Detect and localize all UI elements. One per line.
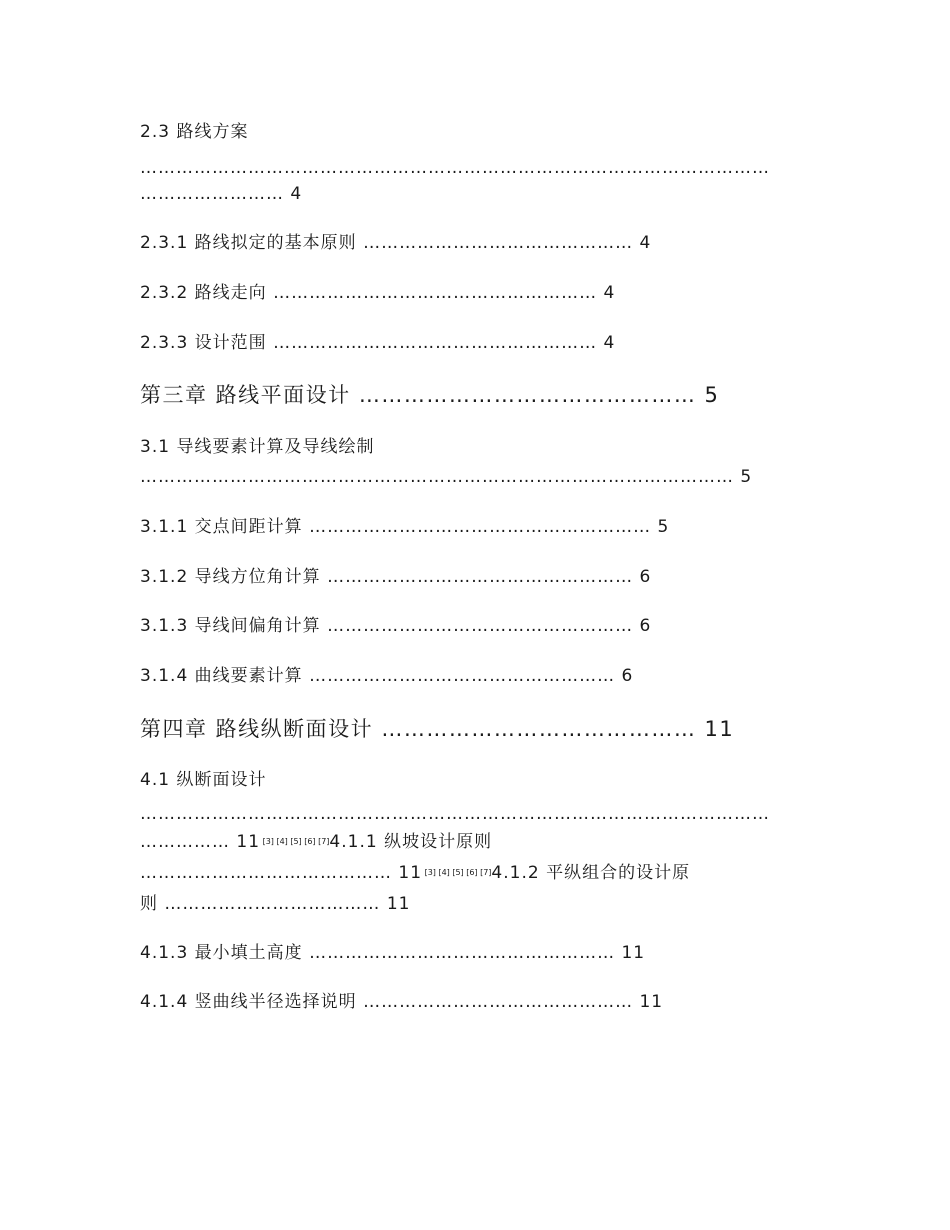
toc-entry — [140, 566, 651, 588]
toc-entry — [140, 991, 663, 1013]
toc-title: 2.3 路线方案 — [140, 122, 249, 142]
toc-entry — [140, 232, 651, 254]
toc-page-number: 11 — [398, 863, 423, 883]
toc-dots: …………………………………… — [140, 863, 399, 883]
toc-dot-leader — [140, 157, 770, 179]
toc-page-number: 6 — [639, 567, 652, 587]
toc-entry-page-line — [140, 466, 752, 488]
toc-merged-line — [140, 862, 690, 884]
toc-entry — [140, 942, 645, 964]
toc-entry-page-line — [140, 183, 302, 205]
toc-title: 2.3.3 设计范围 — [140, 333, 274, 353]
toc-page-number: 4 — [639, 233, 652, 253]
citation-refs: [3] [4] [5] [6] [7] — [260, 837, 330, 846]
toc-page-number: 11 — [621, 943, 646, 963]
toc-entry-title — [140, 436, 374, 458]
toc-title: 3.1.1 交点间距计算 — [140, 517, 310, 537]
toc-page-number: 11 — [386, 894, 411, 914]
toc-dots: ………………………………………………… — [309, 517, 658, 537]
toc-dot-leader — [140, 803, 770, 825]
toc-title: 4.1 纵断面设计 — [140, 770, 267, 790]
toc-title: 3.1 导线要素计算及导线绘制 — [140, 437, 375, 457]
toc-dots: …………… — [140, 832, 237, 852]
toc-dots: …………………………………………… — [309, 943, 622, 963]
citation-refs: [3] [4] [5] [6] [7] — [422, 868, 492, 877]
toc-title: 3.1.3 导线间偏角计算 — [140, 616, 328, 636]
toc-dots: ……………………………… — [164, 894, 387, 914]
toc-chapter-entry — [140, 716, 734, 742]
toc-page-number: 6 — [621, 666, 634, 686]
toc-dots: …………………………………………… — [327, 616, 640, 636]
toc-merged-line — [140, 831, 492, 853]
toc-dots: ……………………………………… — [363, 992, 640, 1012]
toc-title: 4.1.1 纵坡设计原则 — [329, 832, 493, 852]
toc-entry-title — [140, 769, 266, 791]
toc-page-number: 4 — [603, 333, 616, 353]
toc-page-number: 6 — [639, 616, 652, 636]
toc-entry-page-line — [140, 893, 410, 915]
toc-page-number: 5 — [740, 467, 753, 487]
toc-page-number: 4 — [290, 184, 303, 204]
toc-page-number: 11 — [704, 717, 735, 741]
toc-entry — [140, 665, 633, 687]
toc-title: 3.1.4 曲线要素计算 — [140, 666, 310, 686]
toc-page-number: 11 — [236, 832, 261, 852]
toc-title: 3.1.2 导线方位角计算 — [140, 567, 328, 587]
toc-dots: ……………………………………… — [358, 383, 705, 407]
toc-title: 4.1.4 竖曲线半径选择说明 — [140, 992, 364, 1012]
toc-dots: ……………………………………………… — [273, 333, 604, 353]
toc-title: 2.3.2 路线走向 — [140, 283, 274, 303]
toc-title: 第三章 路线平面设计 — [140, 383, 359, 407]
toc-entry-title — [140, 121, 248, 143]
toc-dots: …………………………………………………………………………………………… — [140, 804, 770, 824]
toc-title: 4.1.2 平纵组合的设计原 — [491, 863, 691, 883]
toc-dots: ……………………………………………… — [273, 283, 604, 303]
toc-dots: …………………………………… — [381, 717, 705, 741]
toc-page-number: 5 — [704, 383, 720, 407]
toc-dots: …………………… — [140, 184, 291, 204]
toc-page-number: 11 — [639, 992, 664, 1012]
toc-entry — [140, 282, 615, 304]
toc-title: 2.3.1 路线拟定的基本原则 — [140, 233, 364, 253]
toc-title: 第四章 路线纵断面设计 — [140, 717, 382, 741]
toc-chapter-entry — [140, 382, 719, 408]
toc-entry — [140, 615, 651, 637]
toc-dots: …………………………………………… — [309, 666, 622, 686]
toc-dots: …………………………………………… — [327, 567, 640, 587]
toc-dots: …………………………………………………………………………………………… — [140, 158, 770, 178]
toc-entry — [140, 332, 615, 354]
toc-page-number: 4 — [603, 283, 616, 303]
toc-title: 4.1.3 最小填土高度 — [140, 943, 310, 963]
toc-dots: ……………………………………………………………………………………… — [140, 467, 741, 487]
toc-page-number: 5 — [657, 517, 670, 537]
toc-title: 则 — [140, 894, 165, 914]
toc-dots: ……………………………………… — [363, 233, 640, 253]
toc-entry — [140, 516, 669, 538]
